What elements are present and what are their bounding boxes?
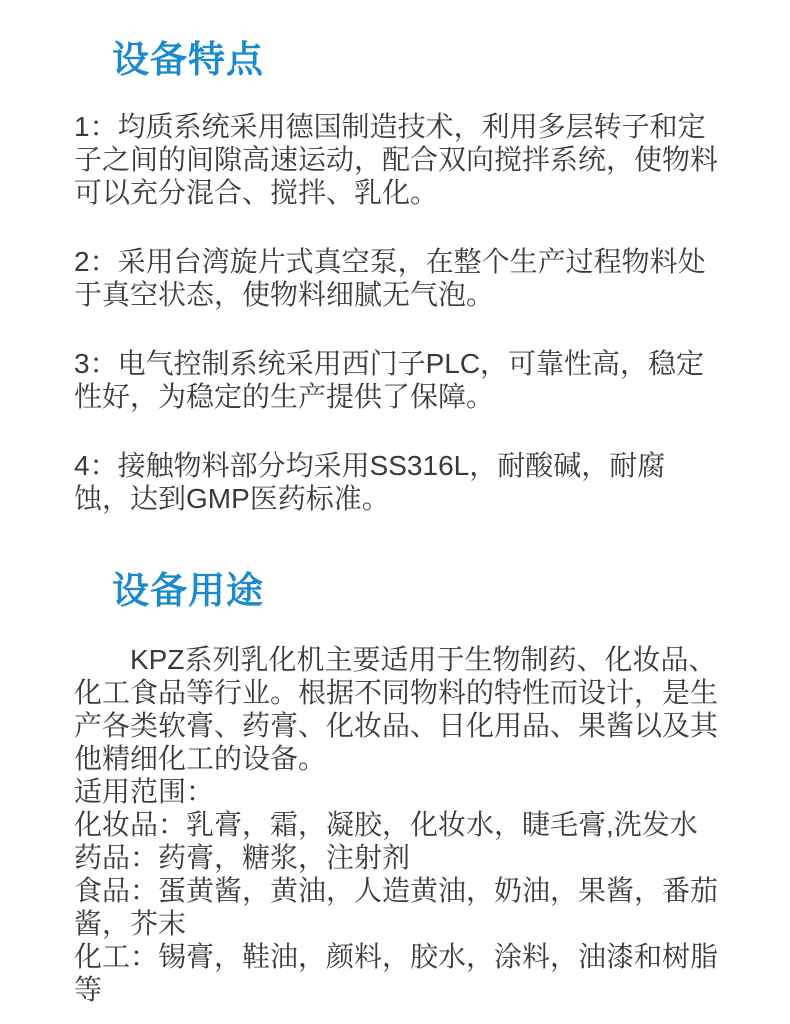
- feature-paragraph-1: 1：均质系统采用德国制造技术，利用多层转子和定子之间的间隙高速运动，配合双向搅拌系统，使物料可以充分混合、搅拌、乳化。: [74, 111, 719, 208]
- scope-label: 适用范围：: [74, 776, 215, 807]
- scope-item-cosmetics: 化妆品：乳膏，霜，凝胶，化妆水，睫毛膏,洗发水: [74, 809, 698, 840]
- scope-item-food: 食品：蛋黄酱，黄油，人造黄油，奶油，果酱，番茄酱，芥末: [74, 875, 719, 939]
- section-equipment-uses: [74, 569, 720, 1006]
- section-equipment-features: [74, 38, 720, 515]
- feature-paragraph-4: 4：接触物料部分均采用SS316L，耐酸碱，耐腐蚀，达到GMP医药标准。: [74, 450, 666, 514]
- scope-item-pharmaceuticals: 药品：药膏，糖浆，注射剂: [74, 842, 411, 873]
- section-title-equipment-uses: 设备用途: [112, 570, 264, 611]
- feature-paragraph-2: 2：采用台湾旋片式真空泵，在整个生产过程物料处于真空状态，使物料细腻无气泡。: [74, 246, 706, 310]
- feature-paragraph-3: 3：电气控制系统采用西门子PLC，可靠性高，稳定性好，为稳定的生产提供了保障。: [74, 348, 705, 412]
- scope-item-chemicals: 化工：锡膏，鞋油，颜料，胶水，涂料，油漆和树脂等: [74, 941, 719, 1005]
- section-title-equipment-features: 设备特点: [112, 39, 264, 80]
- applications-intro-paragraph: KPZ系列乳化机主要适用于生物制药、化妆品、化工食品等行业。根据不同物料的特性而设计，是生产各类软膏、药膏、化妆品、日化用品、果酱以及其他精细化工的设备。: [74, 644, 719, 774]
